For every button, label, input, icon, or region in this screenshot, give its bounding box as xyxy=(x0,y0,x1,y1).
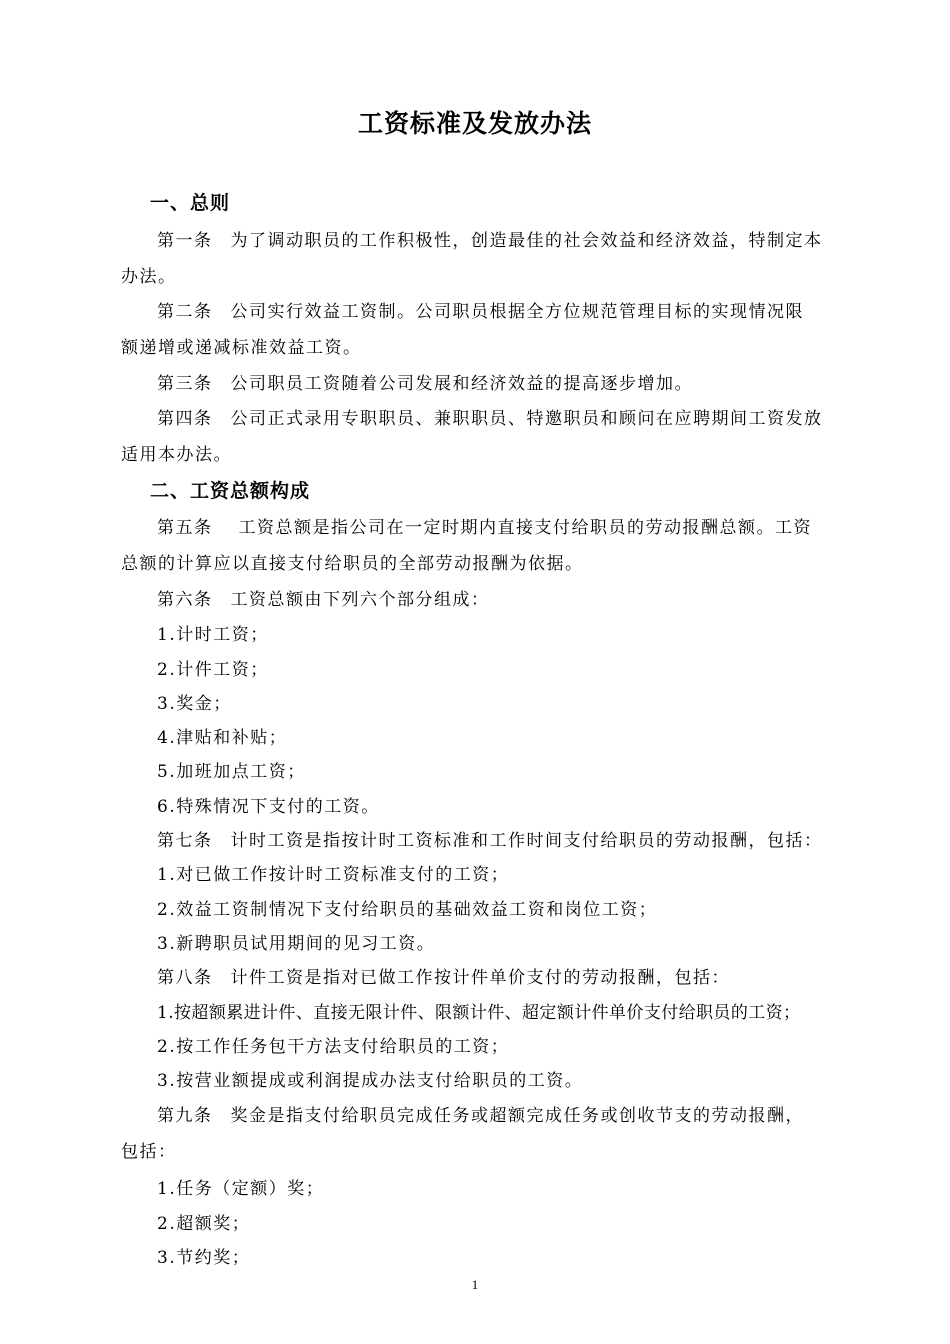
article-1-cont: 办法。 xyxy=(121,267,177,287)
article-2 xyxy=(157,297,804,322)
section-heading-general: 一、总则 xyxy=(150,192,231,214)
list-item: 1.任务（定额）奖； xyxy=(157,1179,325,1199)
article-5 xyxy=(157,513,812,538)
article-label: 第七条 xyxy=(157,831,213,851)
article-1 xyxy=(157,226,823,251)
section-heading-composition: 二、工资总额构成 xyxy=(150,480,311,502)
article-7 xyxy=(157,826,823,851)
article-label: 第四条 xyxy=(157,409,213,429)
article-text: 公司正式录用专职职员、兼职职员、特邀职员和顾问在应聘期间工资发放 xyxy=(230,409,823,429)
article-5-cont: 总额的计算应以直接支付给职员的全部劳动报酬为依据。 xyxy=(121,554,584,574)
list-item: 3.新聘职员试用期间的见习工资。 xyxy=(157,934,436,954)
article-text: 工资总额是指公司在一定时期内直接支付给职员的劳动报酬总额。工资 xyxy=(238,518,812,538)
list-item: 1.对已做工作按计时工资标准支付的工资； xyxy=(157,865,510,885)
list-item: 4.津贴和补贴； xyxy=(157,728,288,748)
article-label: 第八条 xyxy=(157,968,213,988)
article-4 xyxy=(157,404,823,429)
article-text: 公司实行效益工资制。公司职员根据全方位规范管理目标的实现情况限 xyxy=(230,302,804,322)
list-item: 1.按超额累进计件、直接无限计件、限额计件、超定额计件单价支付给职员的工资； xyxy=(157,1003,801,1023)
list-item: 2.计件工资； xyxy=(157,660,269,680)
article-9-cont: 包括： xyxy=(121,1142,177,1162)
article-label: 第六条 xyxy=(157,590,213,610)
list-item: 3.节约奖； xyxy=(157,1248,251,1268)
page-number: 1 xyxy=(471,1277,479,1292)
list-item: 1.计时工资； xyxy=(157,625,269,645)
article-label: 第五条 xyxy=(157,518,213,538)
article-8 xyxy=(157,963,730,988)
list-item: 2.按工作任务包干方法支付给职员的工资； xyxy=(157,1037,510,1057)
article-text: 计时工资是指按计时工资标准和工作时间支付给职员的劳动报酬，包括： xyxy=(230,831,823,851)
article-text: 奖金是指支付给职员完成任务或超额完成任务或创收节支的劳动报酬， xyxy=(230,1106,804,1126)
article-4-cont: 适用本办法。 xyxy=(121,445,232,465)
list-item: 3.按营业额提成或利润提成办法支付给职员的工资。 xyxy=(157,1071,584,1091)
article-label: 第一条 xyxy=(157,231,213,251)
article-label: 第三条 xyxy=(157,374,213,394)
list-item: 2.超额奖； xyxy=(157,1214,251,1234)
list-item: 3.奖金； xyxy=(157,694,232,714)
article-2-cont: 额递增或递减标准效益工资。 xyxy=(121,338,362,358)
article-label: 第九条 xyxy=(157,1106,213,1126)
article-label: 第二条 xyxy=(157,302,213,322)
page-title: 工资标准及发放办法 xyxy=(357,109,592,138)
list-item: 5.加班加点工资； xyxy=(157,762,306,782)
article-9 xyxy=(157,1101,804,1126)
article-text: 工资总额由下列六个部分组成： xyxy=(230,590,490,610)
article-3 xyxy=(157,369,693,394)
article-text: 计件工资是指对已做工作按计件单价支付的劳动报酬，包括： xyxy=(230,968,730,988)
list-item: 6.特殊情况下支付的工资。 xyxy=(157,797,380,817)
article-text: 公司职员工资随着公司发展和经济效益的提高逐步增加。 xyxy=(230,374,693,394)
article-text: 为了调动职员的工作积极性，创造最佳的社会效益和经济效益，特制定本 xyxy=(230,231,823,251)
article-6 xyxy=(157,585,490,610)
list-item: 2.效益工资制情况下支付给职员的基础效益工资和岗位工资； xyxy=(157,900,658,920)
